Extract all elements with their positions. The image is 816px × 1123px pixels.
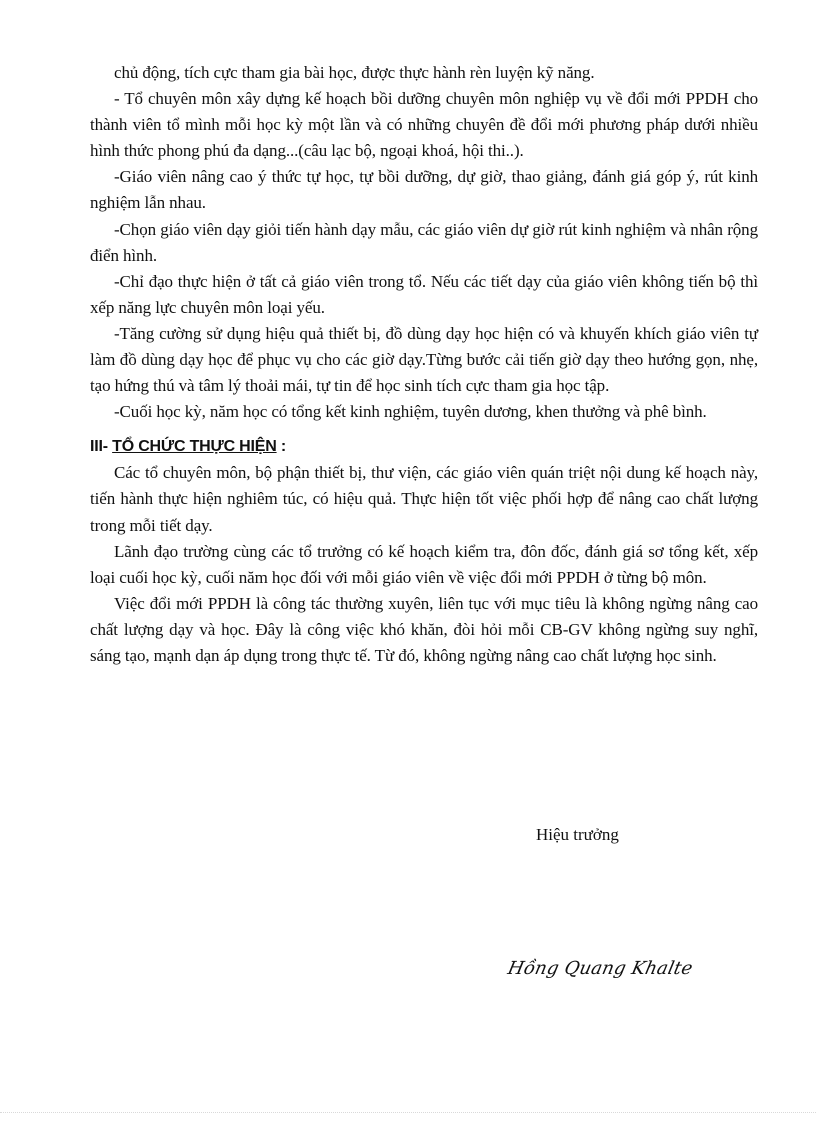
paragraph-direction-all-teachers: -Chỉ đạo thực hiện ở tất cả giáo viên trong tổ. Nếu các tiết dạy của giáo viên không tiến bộ thì xếp năng lực chuyên môn loại yếu. bbox=[90, 271, 758, 317]
section-heading-implementation bbox=[90, 434, 758, 460]
section-number: III- bbox=[90, 438, 113, 456]
paragraph-leadership-inspection: Lãnh đạo trường cùng các tổ trưởng có kế hoạch kiểm tra, đôn đốc, đánh giá sơ tổng kết, xếp loại cuối học kỳ, cuối năm học đối với mỗi giáo viên về việc đổi mới PPDH ở từng bộ môn. bbox=[90, 541, 758, 587]
section-title: TỔ CHỨC THỰC HIỆN bbox=[112, 438, 277, 456]
handwritten-signature: Hồng Quang Khalte bbox=[505, 958, 695, 979]
paragraph-departments-implement: Các tổ chuyên môn, bộ phận thiết bị, thư viện, các giáo viên quán triệt nội dung kế hoạch này, tiến hành thực hiện nghiêm túc, có hiệu quả. Thực hiện tốt việc phối hợp để nâng cao chất lượng trong mỗi tiết dạy. bbox=[90, 463, 758, 535]
paragraph-teaching-equipment: -Tăng cường sử dụng hiệu quả thiết bị, đồ dùng dạy học hiện có và khuyến khích giáo viên tự làm đồ dùng dạy học để phục vụ cho các giờ dạy.Từng bước cải tiến giờ dạy theo hướng gọn, nhẹ, tạo hứng thú và tâm lý thoải mái, tự tin để học sinh tích cực tham gia học tập. bbox=[90, 323, 758, 396]
paragraph-continuation: chủ động, tích cực tham gia bài học, được thực hành rèn luyện kỹ năng. bbox=[114, 63, 595, 82]
paragraph-year-end-review: -Cuối học kỳ, năm học có tổng kết kinh nghiệm, tuyên dương, khen thưởng và phê bình. bbox=[114, 402, 707, 422]
paragraph-model-teaching: -Chọn giáo viên dạy giỏi tiến hành dạy mẫu, các giáo viên dự giờ rút kinh nghiệm và nhân rộng điển hình. bbox=[90, 219, 758, 265]
paragraph-specialist-team-plan: - Tổ chuyên môn xây dựng kế hoạch bồi dưỡng chuyên môn nghiệp vụ về đổi mới PPDH cho thành viên tổ mình mỗi học kỳ một lần và có những chuyên đề đổi mới phương pháp dưới nhiều hình thức phong phú đa dạng...(câu lạc bộ, ngoại khoá, hội thi..). bbox=[90, 89, 758, 161]
document-body bbox=[90, 60, 758, 669]
page-bottom-divider bbox=[0, 1112, 816, 1113]
section-suffix: : bbox=[276, 438, 286, 456]
paragraph-teacher-self-study: -Giáo viên nâng cao ý thức tự học, tự bồi dưỡng, dự giờ, thao giảng, đánh giá góp ý, rút kinh nghiệm lẫn nhau. bbox=[90, 167, 758, 213]
paragraph-regular-innovation: Việc đổi mới PPDH là công tác thường xuyên, liên tục với mục tiêu là không ngừng nâng cao chất lượng dạy và học. Đây là công việc khó khăn, đòi hỏi mỗi CB-GV không ngừng suy nghĩ, sáng tạo, mạnh dạn áp dụng trong thực tế. Từ đó, không ngừng nâng cao chất lượng học sinh. bbox=[90, 593, 758, 665]
signer-title: Hiệu trưởng bbox=[536, 825, 619, 844]
